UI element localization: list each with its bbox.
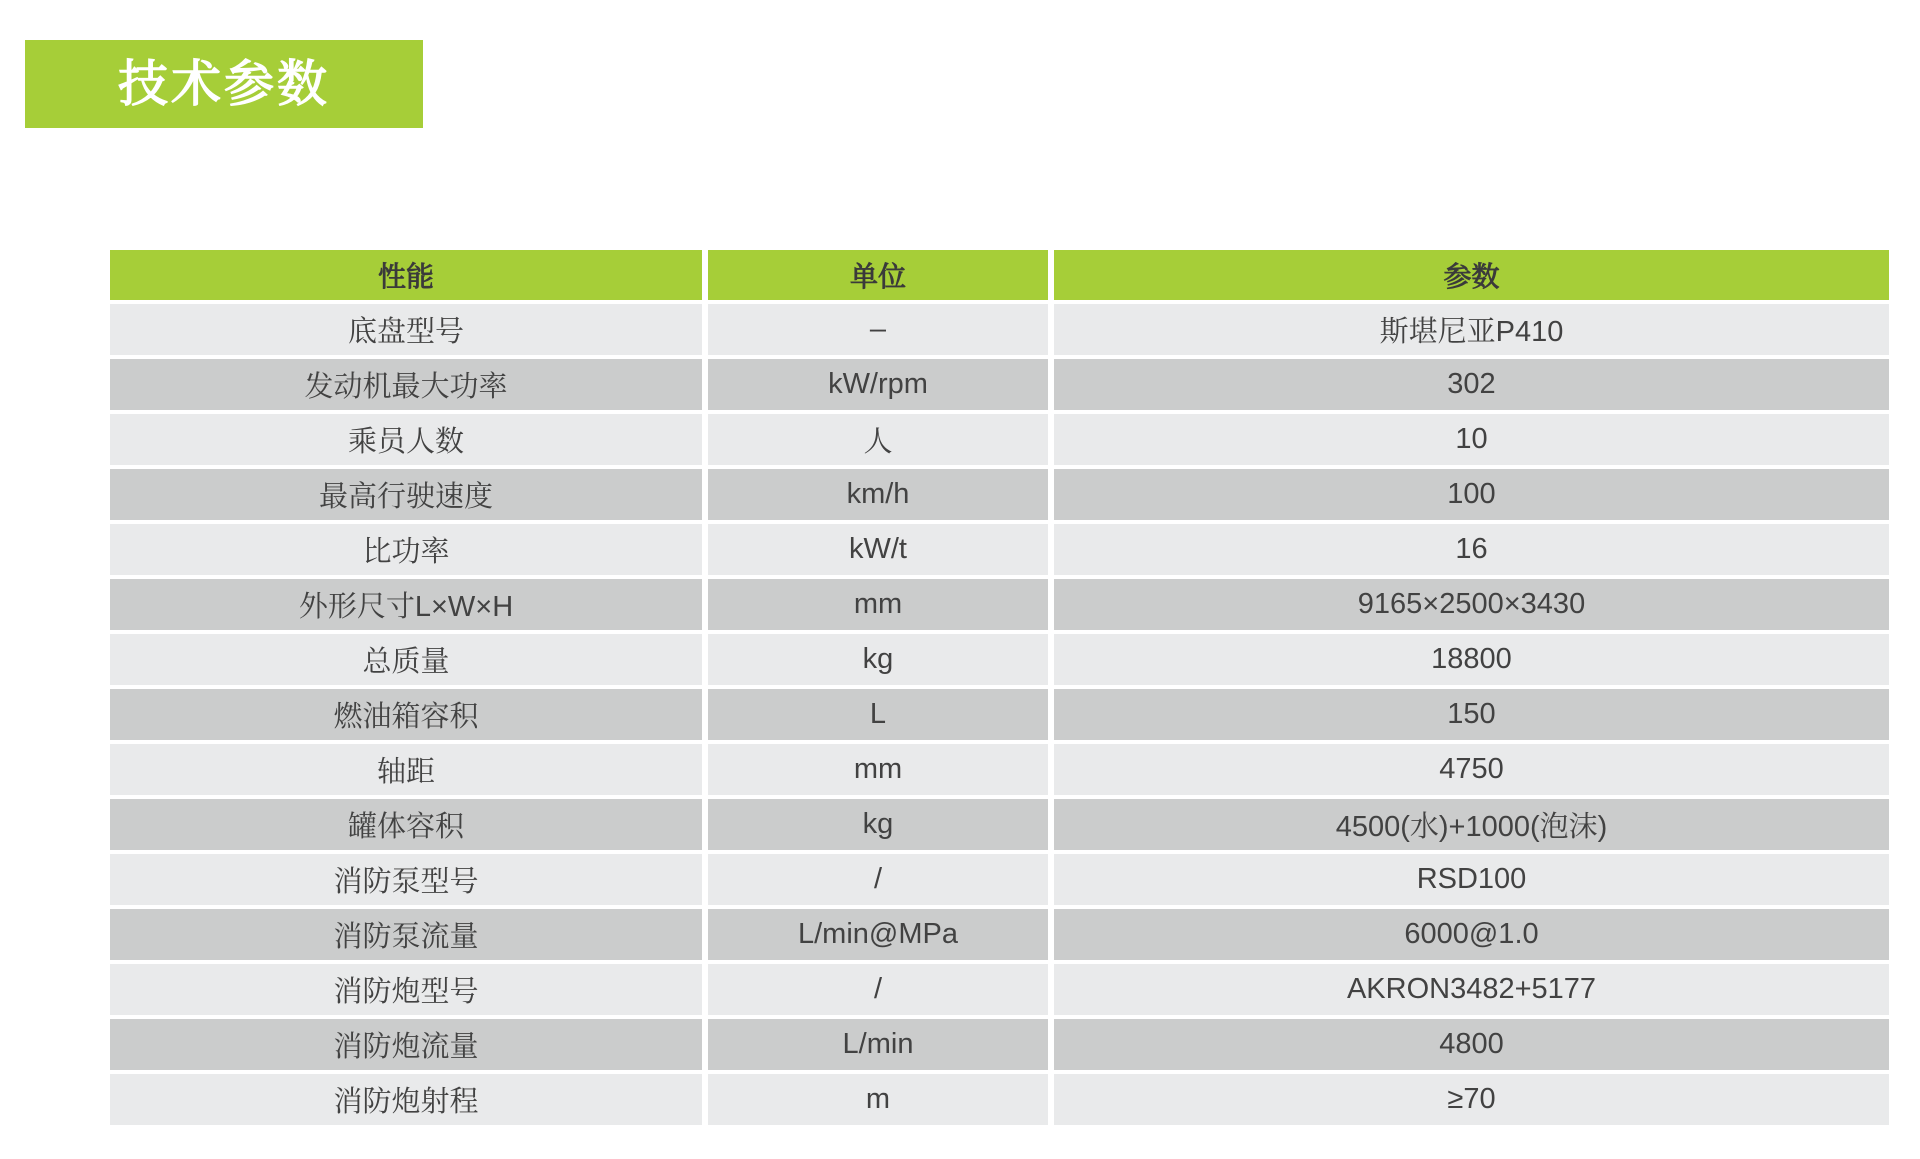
table-row <box>110 799 1889 854</box>
spec-value-cell: 150 <box>1054 689 1889 744</box>
spec-name-cell: 消防炮射程 <box>110 1074 708 1129</box>
table-row <box>110 634 1889 689</box>
spec-name-cell: 消防泵型号 <box>110 854 708 909</box>
spec-value-cell: 16 <box>1054 524 1889 579</box>
table-row <box>110 579 1889 634</box>
page-title-banner <box>25 40 423 128</box>
spec-value-cell: 4800 <box>1054 1019 1889 1074</box>
spec-value-cell: 100 <box>1054 469 1889 524</box>
table-row <box>110 359 1889 414</box>
table-row <box>110 1074 1889 1129</box>
spec-unit-cell: L <box>708 689 1054 744</box>
spec-name-cell: 消防炮型号 <box>110 964 708 1019</box>
spec-value-cell: 18800 <box>1054 634 1889 689</box>
spec-name-cell: 乘员人数 <box>110 414 708 469</box>
spec-unit-cell: 人 <box>708 414 1054 469</box>
spec-value-cell: ≥70 <box>1054 1074 1889 1129</box>
spec-unit-cell: L/min@MPa <box>708 909 1054 964</box>
spec-value-cell: 6000@1.0 <box>1054 909 1889 964</box>
spec-name-cell: 最高行驶速度 <box>110 469 708 524</box>
spec-name-cell: 燃油箱容积 <box>110 689 708 744</box>
spec-unit-cell: km/h <box>708 469 1054 524</box>
spec-name-cell: 外形尺寸L×W×H <box>110 579 708 634</box>
table-row <box>110 524 1889 579</box>
spec-unit-cell: kW/rpm <box>708 359 1054 414</box>
spec-name-cell: 消防泵流量 <box>110 909 708 964</box>
table-row <box>110 469 1889 524</box>
spec-unit-cell: mm <box>708 744 1054 799</box>
spec-value-cell: 10 <box>1054 414 1889 469</box>
table-header-row <box>110 250 1889 304</box>
spec-name-cell: 比功率 <box>110 524 708 579</box>
spec-value-cell: 4500(水)+1000(泡沫) <box>1054 799 1889 854</box>
spec-name-cell: 总质量 <box>110 634 708 689</box>
spec-name-cell: 底盘型号 <box>110 304 708 359</box>
table-row <box>110 744 1889 799</box>
table-row <box>110 1019 1889 1074</box>
column-header-performance: 性能 <box>110 250 708 304</box>
spec-unit-cell: / <box>708 964 1054 1019</box>
spec-value-cell: 斯堪尼亚P410 <box>1054 304 1889 359</box>
table-row <box>110 854 1889 909</box>
column-header-parameter: 参数 <box>1054 250 1889 304</box>
spec-name-cell: 轴距 <box>110 744 708 799</box>
spec-name-cell: 罐体容积 <box>110 799 708 854</box>
spec-unit-cell: / <box>708 854 1054 909</box>
spec-value-cell: 4750 <box>1054 744 1889 799</box>
column-header-unit: 单位 <box>708 250 1054 304</box>
table-row <box>110 414 1889 469</box>
spec-name-cell: 发动机最大功率 <box>110 359 708 414</box>
spec-unit-cell: kW/t <box>708 524 1054 579</box>
table-row <box>110 909 1889 964</box>
spec-unit-cell: L/min <box>708 1019 1054 1074</box>
spec-unit-cell: mm <box>708 579 1054 634</box>
spec-unit-cell: kg <box>708 799 1054 854</box>
spec-value-cell: 302 <box>1054 359 1889 414</box>
spec-table <box>110 250 1889 1129</box>
spec-unit-cell: – <box>708 304 1054 359</box>
table-row <box>110 304 1889 359</box>
spec-value-cell: RSD100 <box>1054 854 1889 909</box>
table-row <box>110 964 1889 1019</box>
spec-name-cell: 消防炮流量 <box>110 1019 708 1074</box>
spec-unit-cell: kg <box>708 634 1054 689</box>
page-title: 技术参数 <box>118 56 330 112</box>
spec-unit-cell: m <box>708 1074 1054 1129</box>
spec-value-cell: AKRON3482+5177 <box>1054 964 1889 1019</box>
table-row <box>110 689 1889 744</box>
spec-value-cell: 9165×2500×3430 <box>1054 579 1889 634</box>
